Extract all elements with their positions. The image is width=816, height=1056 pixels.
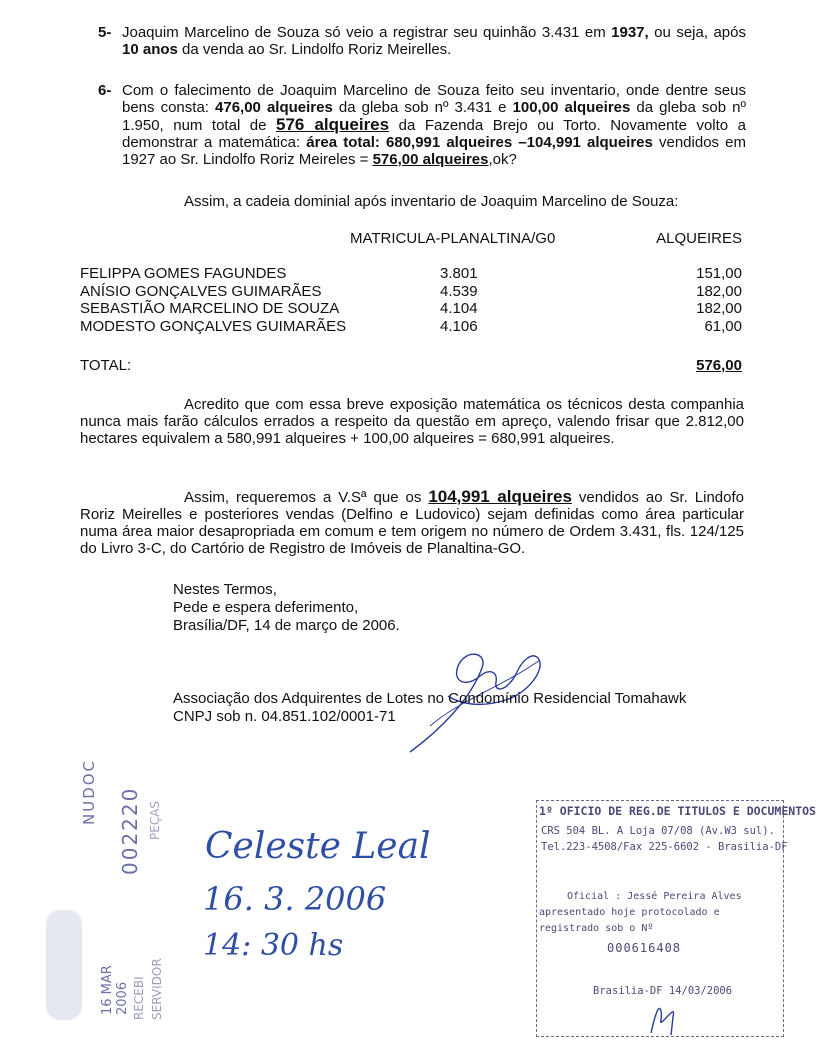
table-row — [80, 300, 744, 317]
stamp-smudge — [46, 910, 82, 1020]
registry-initials — [645, 997, 685, 1037]
item-number: 6- — [98, 82, 112, 99]
paragraph-2-highlight: 104,991 alqueires — [428, 487, 572, 506]
cell-name: SEBASTIÃO MARCELINO DE SOUZA — [80, 300, 340, 317]
closing-line-1: Nestes Termos, — [173, 581, 277, 598]
table-row — [80, 283, 744, 300]
paragraph-2 — [80, 488, 744, 557]
handwritten-time: 14: 30 hs — [203, 928, 344, 963]
registry-protocol: 000616408 — [607, 941, 682, 955]
stamp-pecas: PEÇAS — [148, 800, 162, 840]
cell-alqueires: 182,00 — [696, 282, 742, 300]
chain-intro: Assim, a cadeia dominial após inventario de Joaquim Marcelino de Souza: — [184, 193, 679, 210]
matricula-header: MATRICULA-PLANALTINA/G0 — [350, 230, 556, 247]
table-row — [80, 318, 744, 335]
paragraph-2-after: vendidos ao Sr. Lindofo Roriz Meirelles e posteriores vendas (Delfino e Ludovico) sejam definidas como área particular numa área maior desapropriada em comum e tem origem no número de Ordem 3.431, fls. 124/125 do Livro 3-C, do Cartório de Registro de Imóveis de Planaltina-GO. — [80, 489, 745, 557]
text-segment: vendidos em 1927 ao Sr. Lindolfo Roriz Meireles = — [122, 134, 746, 168]
cell-alqueires: 151,00 — [696, 265, 742, 282]
text-segment: ou seja, após — [648, 24, 746, 41]
registry-title: 1º OFICIO DE REG.DE TITULOS E DOCUMENTOS — [539, 804, 816, 818]
table-header — [80, 230, 744, 247]
cell-name: FELIPPA GOMES FAGUNDES — [80, 265, 287, 282]
paragraph-1-text: Acredito que com essa breve exposição matemática os técnicos desta companhia nunca mais farão cálculos errados a respeito da questão em apreço, valendo frisar que 2.812,00 hectares equivalem a 580,991 alqueires + 100,00 alqueires = 680,991 alqueires. — [80, 396, 744, 447]
nudoc-stamp — [40, 758, 180, 1030]
handwritten-name: Celeste Leal — [205, 826, 431, 867]
signatory-name: Associação dos Adquirentes de Lotes no Condomínio Residencial Tomahawk — [173, 690, 687, 707]
closing-line-3: Brasília/DF, 14 de março de 2006. — [173, 617, 400, 634]
registry-line-2: registrado sob o Nº — [539, 923, 654, 934]
cell-matricula: 3.801 — [440, 265, 478, 282]
text-segment: 100,00 alqueires — [512, 99, 631, 116]
stamp-recebi: RECEBI — [132, 976, 146, 1020]
item-text — [122, 24, 746, 58]
registry-address: CRS 504 BL. A Loja 07/08 (Av.W3 sul). — [541, 825, 775, 837]
paragraph-2-before: Assim, requeremos a V.Sª que os — [184, 489, 429, 506]
cell-matricula: 4.104 — [440, 300, 478, 317]
closing-line-2: Pede e espera deferimento, — [173, 599, 359, 616]
stamp-servidor: SERVIDOR — [150, 958, 164, 1020]
text-segment: da gleba sob nº 1.950, num total de — [122, 99, 746, 134]
stamp-date: 16 MAR 2006 — [100, 965, 130, 1015]
registry-stamp — [536, 800, 816, 1037]
item-number: 5- — [98, 24, 112, 41]
text-segment: da venda ao Sr. Lindolfo Roriz Meirelles. — [177, 41, 452, 58]
signatory-cnpj: CNPJ sob n. 04.851.102/0001-71 — [173, 708, 396, 725]
item-6 — [98, 82, 746, 168]
text-segment: Com o falecimento de Joaquim Marcelino de Souza feito seu inventario, onde dentre seus bens consta: — [122, 82, 746, 116]
cell-matricula: 4.106 — [440, 317, 478, 335]
table-total — [80, 357, 744, 374]
text-segment: Joaquim Marcelino de Souza só veio a registrar seu quinhão 3.431 em — [122, 24, 612, 41]
registry-phone: Tel.223-4508/Fax 225-6602 - Brasilia-DF — [541, 841, 788, 853]
paragraph-1 — [80, 396, 744, 447]
total-value: 576,00 — [696, 357, 742, 374]
text-segment: área total: 680,991 alqueires –104,991 alqueires — [306, 134, 653, 151]
text-segment: da gleba sob nº 3.431 e — [332, 99, 513, 116]
text-segment: 576,00 alqueires — [372, 151, 489, 168]
cell-name: MODESTO GONÇALVES GUIMARÃES — [80, 317, 347, 335]
registry-officer: Oficial : Jessé Pereira Alves — [567, 891, 742, 902]
text-segment: 10 anos — [122, 41, 178, 58]
registry-line-1: apresentado hoje protocolado e — [539, 907, 720, 918]
item-5 — [98, 24, 746, 58]
text-segment: ,ok? — [488, 151, 517, 168]
text-segment: 576 alqueires — [276, 115, 390, 134]
text-segment: 476,00 alqueires — [215, 99, 333, 116]
total-label: TOTAL: — [80, 357, 132, 374]
cell-matricula: 4.539 — [440, 282, 478, 300]
text-segment: da Fazenda Brejo ou Torto. Novamente volto a demonstrar a matemática: — [122, 117, 746, 151]
table-row — [80, 265, 744, 282]
stamp-nudoc: NUDOC — [80, 758, 98, 825]
registry-date: Brasilia-DF 14/03/2006 — [593, 985, 733, 997]
cell-name: ANÍSIO GONÇALVES GUIMARÃES — [80, 282, 322, 300]
text-segment: 1937, — [611, 24, 649, 41]
item-text — [122, 82, 746, 168]
handwritten-date: 16. 3. 2006 — [203, 880, 387, 918]
stamp-number: 002220 — [118, 786, 142, 875]
cell-alqueires: 182,00 — [696, 300, 742, 317]
cell-alqueires: 61,00 — [704, 317, 742, 335]
alqueires-header: ALQUEIRES — [656, 230, 742, 247]
